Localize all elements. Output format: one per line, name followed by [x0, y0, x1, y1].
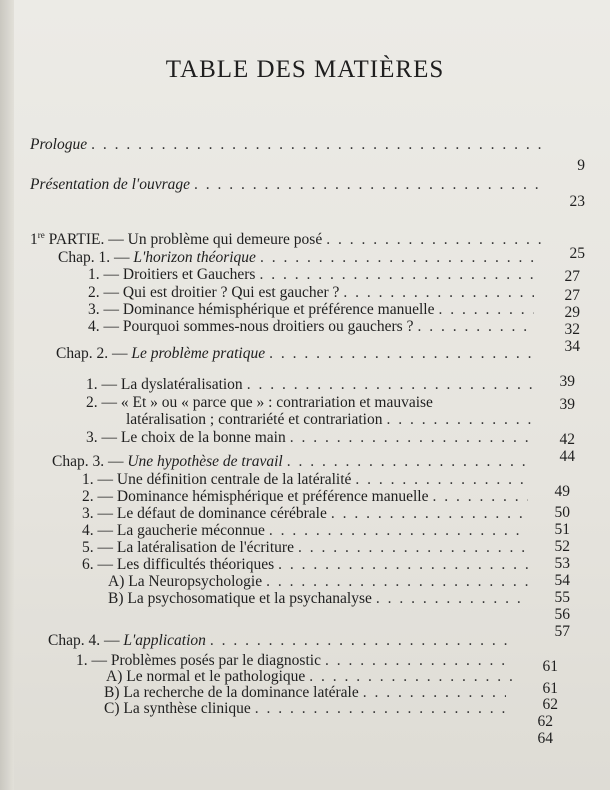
page-number: 61	[542, 658, 558, 675]
page-number: 23	[569, 193, 585, 210]
toc-entry: 1. — Droitiers et Gauchers . . .	[88, 266, 538, 284]
page-spine	[0, 0, 14, 790]
toc-entry: 1. — Problèmes posés par le diagnostic . . .	[76, 652, 518, 670]
page-number: 44	[559, 448, 575, 465]
toc-entry-chapter-3: Chap. 3. — Une hypothèse de travail . . .	[52, 453, 532, 471]
toc-entry: 4. — Pourquoi sommes-nous droitiers ou gauchers ? . . .	[88, 318, 538, 336]
toc-entry: 3. — Dominance hémisphérique et préférence manuelle . . .	[88, 301, 538, 319]
page-number: 39	[559, 373, 575, 390]
toc-entry-chapter-2: Chap. 2. — Le problème pratique . . .	[56, 345, 536, 363]
page-number: 49	[554, 483, 570, 500]
toc-entry-prologue: Prologue . . .	[30, 136, 550, 154]
toc-entry: C) La synthèse clinique . . .	[104, 700, 510, 718]
toc-entry: 2. — Dominance hémisphérique et préférence manuelle . . .	[82, 488, 532, 506]
page-number: 27	[564, 268, 580, 285]
toc-entry: 4. — La gaucherie méconnue . . .	[82, 522, 532, 540]
page-number: 55	[554, 589, 570, 606]
page-number: 62	[537, 713, 553, 730]
page-number: 9	[577, 157, 585, 174]
page-number: 62	[542, 696, 558, 713]
toc-entry: 1. — La dyslatéralisation . . .	[86, 376, 536, 394]
page-number: 34	[564, 338, 580, 355]
toc-entry: 2. — « Et » ou « parce que » : contrariation et mauvaise	[86, 394, 433, 411]
page-number: 56	[554, 606, 570, 623]
toc-entry: 3. — Le choix de la bonne main . . .	[86, 429, 536, 447]
toc-entry: 6. — Les difficultés théoriques . . .	[82, 556, 532, 574]
page-number: 25	[569, 245, 585, 262]
toc-entry: 3. — Le défaut de dominance cérébrale . . .	[82, 505, 532, 523]
toc-entry: latéralisation ; contrariété et contrariation . . .	[126, 411, 536, 429]
toc-entry-chapter-1: Chap. 1. — L'horizon théorique . . .	[58, 249, 538, 267]
toc-entry: A) La Neuropsychologie . . .	[108, 573, 532, 591]
toc-entry-presentation: Présentation de l'ouvrage . . .	[30, 176, 550, 194]
page-number: 57	[554, 623, 570, 640]
page-number: 50	[554, 504, 570, 521]
page-number: 54	[554, 572, 570, 589]
page-number: 39	[559, 396, 575, 413]
toc-entry: 2. — Qui est droitier ? Qui est gaucher ? . . .	[88, 284, 538, 302]
page-number: 27	[564, 287, 580, 304]
page-number: 53	[554, 555, 570, 572]
toc-entry-part-1: 1re PARTIE. — Un problème qui demeure posé . . .	[30, 226, 550, 249]
toc-entry: B) La psychosomatique et la psychanalyse . . .	[108, 590, 532, 608]
page-number: 61	[542, 680, 558, 697]
page-number: 52	[554, 538, 570, 555]
page-number: 51	[554, 521, 570, 538]
page-number: 32	[564, 321, 580, 338]
toc-entry: 1. — Une définition centrale de la latéralité . . .	[82, 471, 532, 489]
page-title: TABLE DES MATIÈRES	[165, 56, 445, 83]
toc-entry: A) Le normal et le pathologique . . .	[106, 668, 518, 686]
toc-entry-chapter-4: Chap. 4. — L'application . . .	[48, 632, 518, 650]
page-number: 64	[537, 730, 553, 747]
page-number: 29	[564, 304, 580, 321]
toc-entry: 5. — La latéralisation de l'écriture . . .	[82, 539, 532, 557]
toc-entry: B) La recherche de la dominance latérale . . .	[104, 684, 510, 702]
page-number: 42	[559, 431, 575, 448]
